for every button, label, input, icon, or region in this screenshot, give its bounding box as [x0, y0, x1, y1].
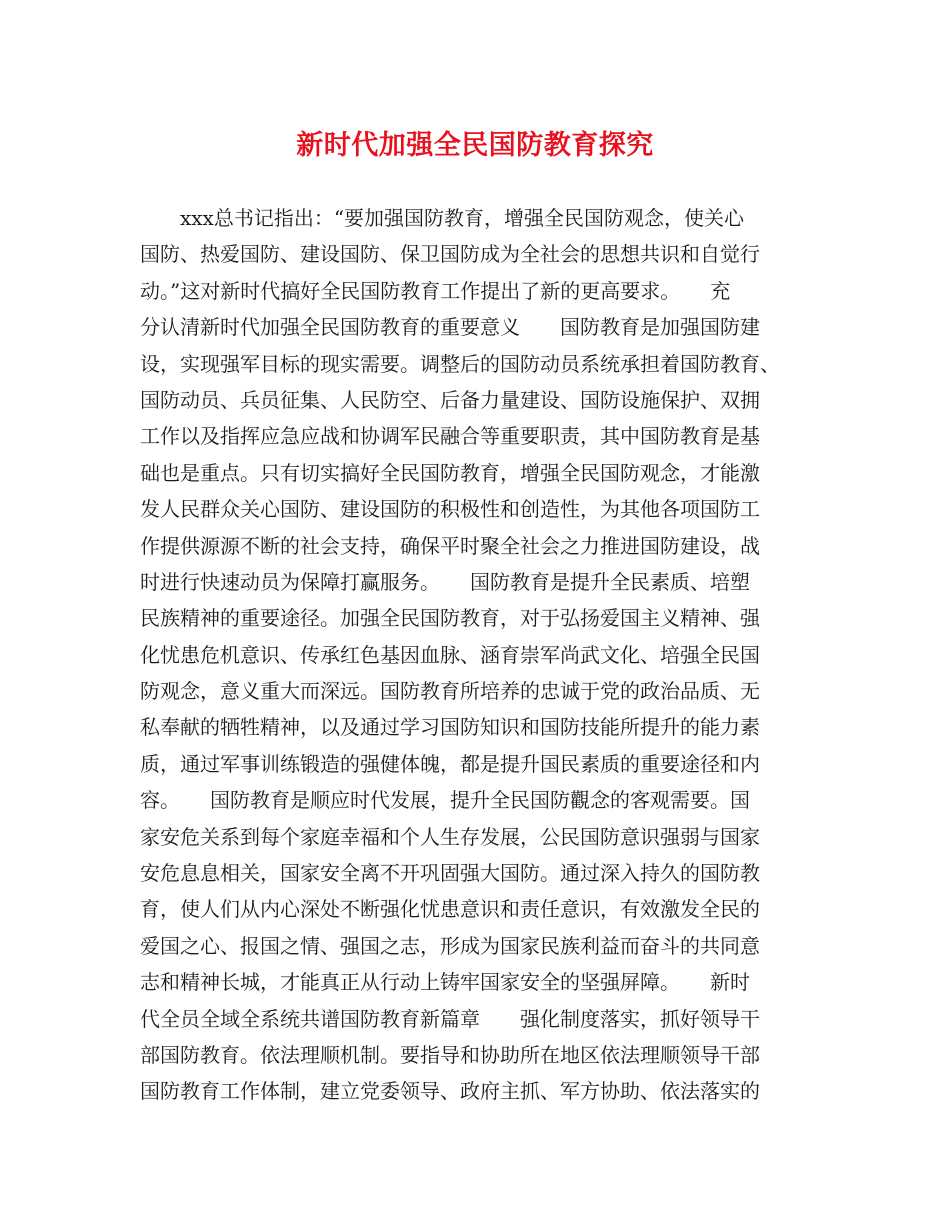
body-line-16: 质，通过军事训练锻造的强健体魄，都是提升国民素质的重要途径和内 — [140, 751, 760, 776]
body-line-17: 容。 国防教育是顺应时代发展，提升全民国防觀念的客观需要。国 — [140, 788, 750, 813]
document-body — [140, 200, 830, 1110]
body-line-6: 国防动员、兵员征集、人民防空、后备力量建设、国防设施保护、双拥 — [140, 387, 760, 412]
body-line-21: 爱国之心、报国之情、强国之志，形成为国家民族利益而奋斗的共同意 — [140, 933, 760, 958]
body-line-23: 代全员全域全系统共谱国防教育新篇章 强化制度落实，抓好领导干 — [140, 1006, 760, 1031]
body-line-2: 国防、热爱国防、建设国防、保卫国防成为全社会的思想共识和自觉行 — [140, 242, 760, 267]
body-line-25: 国防教育工作体制，建立党委领导、政府主抓、军方协助、依法落实的 — [140, 1079, 760, 1104]
body-line-4: 分认清新时代加强全民国防教育的重要意义 国防教育是加强国防建 — [140, 315, 760, 340]
body-line-18: 家安危关系到每个家庭幸福和个人生存发展，公民国防意识强弱与国家 — [140, 824, 760, 849]
body-line-19: 安危息息相关，国家安全离不开巩固强大国防。通过深入持久的国防教 — [140, 861, 760, 886]
body-line-10: 作提供源源不断的社会支持，确保平时聚全社会之力推进国防建设，战 — [140, 533, 760, 558]
body-line-14: 防观念，意义重大而深远。国防教育所培养的忠诚于党的政治品质、无 — [140, 679, 760, 704]
body-line-3: 动。”这对新时代搞好全民国防教育工作提出了新的更高要求。 充 — [140, 278, 731, 303]
body-line-24: 部国防教育。依法理顺机制。要指导和协助所在地区依法理顺领导干部 — [140, 1042, 760, 1067]
body-line-11: 时进行快速动员为保障打赢服务。 国防教育是提升全民素质、培塑 — [140, 569, 750, 594]
document-title: 新时代加强全民国防教育探究 — [296, 130, 654, 161]
body-line-22: 志和精神长城，才能真正从行动上铸牢国家安全的坚强屏障。 新时 — [140, 970, 750, 995]
body-line-20: 育，使人们从内心深处不断强化忧患意识和责任意识，有效激发全民的 — [140, 897, 760, 922]
body-line-13: 化忧患危机意识、传承红色基因血脉、涵育崇军尚武文化、培强全民国 — [140, 642, 760, 667]
body-line-5: 设，实现强军目标的现实需要。调整后的国防动员系统承担着国防教育、 — [140, 351, 780, 376]
body-line-15: 私奉献的牺牲精神，以及通过学习国防知识和国防技能所提升的能力素 — [140, 715, 760, 740]
body-line-1: xxx总书记指出：“要加强国防教育，增强全民国防观念，使关心 — [140, 206, 745, 230]
body-line-7: 工作以及指挥应急应战和协调军民融合等重要职责，其中国防教育是基 — [140, 424, 760, 449]
body-line-12: 民族精神的重要途径。加强全民国防教育，对于弘扬爱国主义精神、强 — [140, 606, 760, 631]
body-line-9: 发人民群众关心国防、建设国防的积极性和创造性，为其他各项国防工 — [140, 497, 760, 522]
body-line-8: 础也是重点。只有切实搞好全民国防教育，增强全民国防观念，才能激 — [140, 460, 760, 485]
